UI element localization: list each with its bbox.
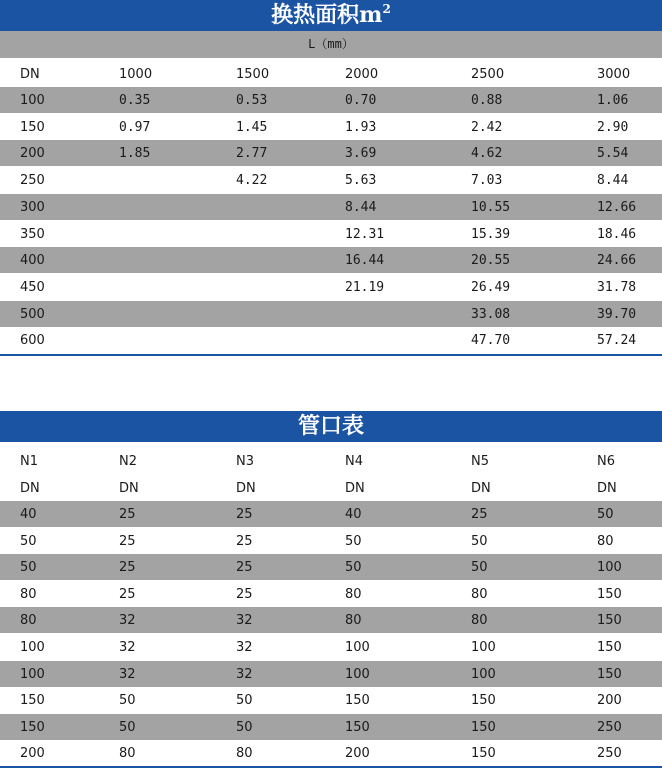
- table-cell: 150: [471, 719, 496, 735]
- table-cell: 200: [345, 746, 370, 762]
- table-cell: 50: [597, 507, 614, 522]
- table-cell: 150: [20, 693, 45, 709]
- header-cell: 2000: [345, 67, 379, 82]
- table-cell: 40: [20, 507, 37, 522]
- table-cell: 80: [345, 586, 362, 602]
- table-cell: 150: [345, 719, 370, 735]
- table-cell: 50: [236, 693, 253, 709]
- table-cell: 18.46: [597, 226, 637, 242]
- table-cell: 250: [597, 719, 622, 735]
- table-cell: 0.70: [345, 93, 377, 108]
- table-row: [0, 194, 662, 220]
- table-cell: 2.42: [471, 119, 503, 135]
- table-cell: 4.62: [471, 146, 503, 162]
- table-cell: 2.90: [597, 119, 629, 135]
- table-row: [0, 274, 662, 300]
- table-row: [0, 114, 662, 140]
- table-cell: 32: [119, 613, 136, 629]
- table-cell: 39.70: [597, 306, 637, 322]
- table-cell: 150: [345, 693, 370, 709]
- subheader-cell: DN: [236, 481, 256, 496]
- heat-area-bottom-rule: [0, 354, 662, 356]
- table-cell: 150: [20, 119, 45, 135]
- table-cell: 8.44: [597, 173, 629, 189]
- heat-area-title: [0, 0, 662, 31]
- table-cell: 12.31: [345, 226, 385, 242]
- table-cell: 450: [20, 279, 45, 295]
- table-cell: 32: [236, 613, 253, 629]
- table-cell: 50: [471, 560, 488, 576]
- table-cell: 31.78: [597, 279, 637, 295]
- table-cell: 7.03: [471, 173, 503, 189]
- table-cell: 40: [345, 507, 362, 522]
- header-cell: N3: [236, 454, 254, 469]
- table-cell: 100: [597, 560, 622, 576]
- table-cell: 50: [119, 719, 136, 735]
- table-row: [0, 634, 662, 660]
- heat-area-title-sup: 2: [382, 2, 391, 16]
- table-row: [0, 87, 662, 113]
- table-row: [0, 528, 662, 554]
- table-row: [0, 140, 662, 166]
- table-cell: 25: [119, 533, 136, 549]
- header-cell: N2: [119, 454, 137, 469]
- table-cell: 80: [471, 586, 488, 602]
- table-cell: 50: [471, 533, 488, 549]
- table-cell: 50: [345, 560, 362, 576]
- table-cell: 16.44: [345, 253, 385, 269]
- table-row: [0, 501, 662, 527]
- header-cell: DN: [20, 67, 40, 82]
- table-cell: 4.22: [236, 173, 268, 189]
- table-cell: 50: [20, 533, 37, 549]
- heat-area-title-text: 换热面积m: [271, 2, 383, 28]
- table-cell: 100: [20, 640, 45, 655]
- table-cell: 100: [345, 666, 370, 682]
- table-cell: 100: [345, 640, 370, 655]
- table-cell: 47.70: [471, 333, 511, 349]
- table-cell: 400: [20, 253, 45, 269]
- table-cell: 150: [597, 586, 622, 602]
- table-cell: 5.54: [597, 146, 629, 162]
- table-cell: 80: [471, 613, 488, 629]
- table-cell: 100: [20, 93, 45, 108]
- table-cell: 100: [471, 666, 496, 682]
- table-cell: 200: [20, 146, 45, 162]
- header-cell: N4: [345, 454, 363, 469]
- header-cell: 3000: [597, 67, 631, 82]
- table-cell: 500: [20, 306, 45, 322]
- table-cell: 24.66: [597, 253, 637, 269]
- table-cell: 100: [471, 640, 496, 655]
- table-cell: 50: [345, 533, 362, 549]
- table-cell: 600: [20, 333, 45, 349]
- table-row: [0, 661, 662, 687]
- table-cell: 26.49: [471, 279, 511, 295]
- table-cell: 150: [471, 746, 496, 762]
- table-row: [0, 167, 662, 193]
- table-cell: 1.45: [236, 119, 268, 135]
- table-cell: 50: [236, 719, 253, 735]
- table-cell: 0.35: [119, 93, 151, 108]
- table-cell: 80: [20, 586, 37, 602]
- table-cell: 32: [236, 666, 253, 682]
- table-cell: 25: [236, 586, 253, 602]
- table-cell: 250: [20, 173, 45, 189]
- table-cell: 100: [20, 666, 45, 682]
- table-cell: 1.93: [345, 119, 377, 135]
- subheader-cell: DN: [20, 481, 40, 496]
- table-cell: 300: [20, 199, 45, 215]
- table-cell: 250: [597, 746, 622, 762]
- table-cell: 3.69: [345, 146, 377, 162]
- table-cell: 350: [20, 226, 45, 242]
- table-cell: 80: [236, 746, 253, 762]
- subheader-cell: DN: [119, 481, 139, 496]
- table-cell: 80: [345, 613, 362, 629]
- table-row: [0, 554, 662, 580]
- table-cell: 150: [597, 613, 622, 629]
- table-cell: 0.53: [236, 93, 268, 108]
- table-cell: 25: [471, 507, 488, 522]
- table-cell: 10.55: [471, 199, 511, 215]
- table-row: [0, 301, 662, 327]
- table-cell: 0.88: [471, 93, 503, 108]
- nozzle-subheader: [0, 475, 662, 501]
- table-cell: 25: [236, 533, 253, 549]
- table-cell: 33.08: [471, 306, 511, 322]
- table-cell: 1.85: [119, 146, 151, 162]
- table-cell: 150: [20, 719, 45, 735]
- heat-area-header: [0, 61, 662, 87]
- nozzle-table-title: 管口表: [0, 411, 662, 442]
- header-cell: 2500: [471, 67, 505, 82]
- table-row: [0, 221, 662, 247]
- table-row: [0, 740, 662, 766]
- table-row: [0, 607, 662, 633]
- table-cell: 200: [597, 693, 622, 709]
- nozzle-header: [0, 448, 662, 474]
- header-cell: N6: [597, 454, 615, 469]
- subheader-cell: DN: [597, 481, 617, 496]
- table-cell: 150: [471, 693, 496, 709]
- table-cell: 8.44: [345, 199, 377, 215]
- table-cell: 2.77: [236, 146, 268, 162]
- table-cell: 12.66: [597, 199, 637, 215]
- table-cell: 80: [20, 613, 37, 629]
- header-cell: 1500: [236, 67, 270, 82]
- table-cell: 25: [119, 507, 136, 522]
- table-cell: 80: [597, 533, 614, 549]
- table-cell: 32: [119, 640, 136, 655]
- header-cell: 1000: [119, 67, 153, 82]
- table-row: [0, 581, 662, 607]
- table-cell: 25: [236, 507, 253, 522]
- table-cell: 1.06: [597, 93, 629, 108]
- table-cell: 20.55: [471, 253, 511, 269]
- table-cell: 80: [119, 746, 136, 762]
- header-cell: N5: [471, 454, 489, 469]
- table-cell: 200: [20, 746, 45, 762]
- table-row: [0, 687, 662, 713]
- table-row: [0, 327, 662, 353]
- table-cell: 32: [236, 640, 253, 655]
- table-cell: 50: [20, 560, 37, 576]
- table-cell: 150: [597, 666, 622, 682]
- table-cell: 25: [119, 586, 136, 602]
- table-cell: 50: [119, 693, 136, 709]
- table-cell: 150: [597, 640, 622, 655]
- table-cell: 25: [119, 560, 136, 576]
- table-cell: 25: [236, 560, 253, 576]
- table-row: [0, 247, 662, 273]
- table-cell: 0.97: [119, 119, 151, 135]
- table-cell: 57.24: [597, 333, 637, 349]
- header-cell: N1: [20, 454, 38, 469]
- table-row: [0, 714, 662, 740]
- table-cell: 21.19: [345, 279, 385, 295]
- length-label: L（mm）: [0, 31, 662, 58]
- table-cell: 5.63: [345, 173, 377, 189]
- table-cell: 15.39: [471, 226, 511, 242]
- table-cell: 32: [119, 666, 136, 682]
- subheader-cell: DN: [471, 481, 491, 496]
- subheader-cell: DN: [345, 481, 365, 496]
